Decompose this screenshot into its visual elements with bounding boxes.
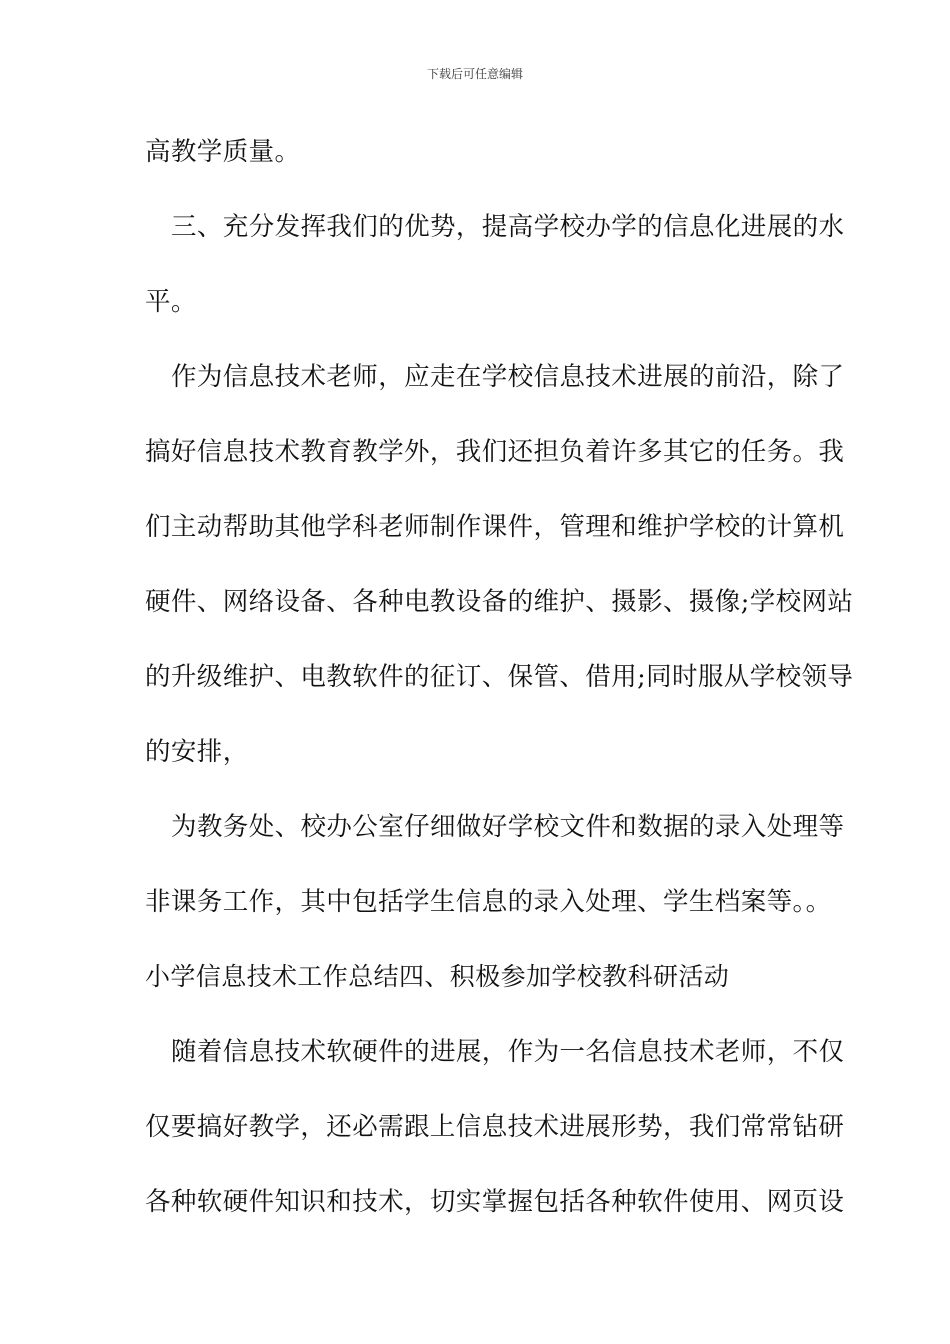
text-line: 们主动帮助其他学科老师制作课件，管理和维护学校的计算机 (145, 512, 845, 542)
text-line: 仅要搞好教学，还必需跟上信息技术进展形势，我们常常钻研 (145, 1112, 845, 1142)
section-heading-four: 小学信息技术工作总结四、积极参加学校教科研活动 (145, 962, 730, 991)
document-body (145, 127, 854, 1252)
text-line: 的安排， (145, 737, 249, 767)
paragraph-start: 作为信息技术老师，应走在学校信息技术进展的前沿，除了 (171, 362, 845, 392)
text-line: 硬件、网络设备、各种电教设备的维护、摄影、摄像;学校网站 (145, 587, 854, 617)
paragraph-start: 随着信息技术软硬件的进展，作为一名信息技术老师，不仅 (171, 1037, 845, 1067)
paragraph-start: 为教务处、校办公室仔细做好学校文件和数据的录入处理等 (171, 812, 845, 842)
text-line: 非课务工作，其中包括学生信息的录入处理、学生档案等。。 (145, 887, 832, 917)
text-line: 平。 (145, 287, 197, 317)
section-heading-three: 三、充分发挥我们的优势，提高学校办学的信息化进展的水 (171, 212, 845, 242)
text-line: 搞好信息技术教育教学外，我们还担负着许多其它的任务。我 (145, 437, 845, 467)
page-header-note: 下载后可任意编辑 (426, 67, 523, 81)
text-line: 高教学质量。 (145, 137, 301, 167)
text-line: 各种软硬件知识和技术，切实掌握包括各种软件使用、网页设 (145, 1187, 845, 1217)
text-line: 的升级维护、电教软件的征订、保管、借用;同时服从学校领导 (145, 662, 854, 692)
